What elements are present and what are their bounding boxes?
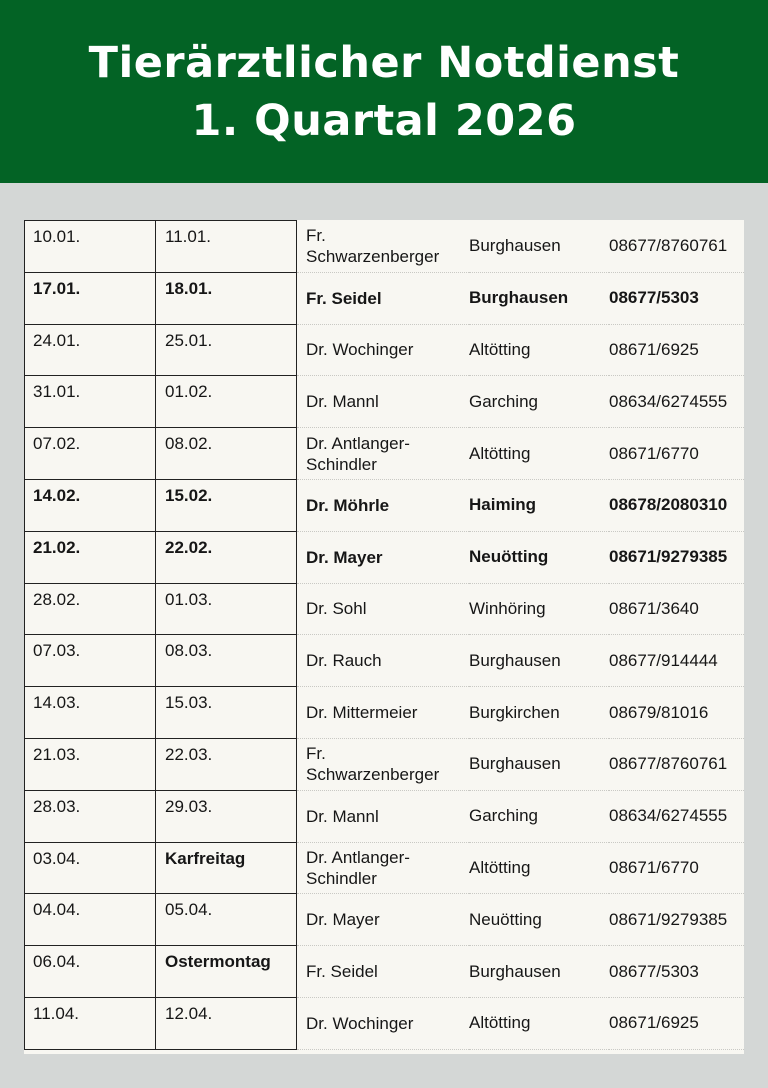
vet-phone: 08677/8760761 (609, 221, 744, 273)
vet-name: Fr. Seidel (297, 946, 470, 998)
date-from-cell (25, 842, 156, 894)
date-from: 07.03. (33, 641, 81, 661)
vet-phone: 08678/2080310 (609, 479, 744, 531)
date-from-cell (25, 946, 156, 998)
date-to-cell (156, 479, 297, 531)
vet-name (297, 738, 470, 790)
vet-phone: 08671/9279385 (609, 894, 744, 946)
vet-name: Dr. Mittermeier (297, 687, 470, 739)
table-row (25, 479, 745, 531)
date-to-cell (156, 272, 297, 324)
date-from: 10.01. (33, 227, 81, 246)
date-from-cell (25, 635, 156, 687)
vet-name-line: Schindler (306, 454, 377, 474)
vet-name-line: Schindler (306, 868, 377, 888)
vet-phone: 08677/5303 (609, 272, 744, 324)
vet-city: Garching (469, 376, 609, 428)
vet-name (297, 221, 470, 273)
date-to: 01.02. (165, 382, 213, 402)
table-row (25, 946, 745, 998)
table-row (25, 324, 745, 376)
vet-city: Neuötting (469, 894, 609, 946)
vet-name-line: Dr. Antlanger- (306, 847, 410, 867)
date-from-cell (25, 738, 156, 790)
vet-phone: 08671/6925 (609, 324, 744, 376)
date-from: 21.03. (33, 744, 81, 764)
date-from-cell (25, 376, 156, 428)
table-row (25, 428, 745, 480)
vet-city: Burghausen (469, 635, 609, 687)
table-row (25, 635, 745, 687)
date-to-cell (156, 842, 297, 894)
date-to: Karfreitag (165, 848, 246, 868)
date-from: 14.03. (33, 693, 81, 713)
table-row (25, 531, 745, 583)
vet-city: Winhöring (469, 583, 609, 635)
vet-name: Dr. Mannl (297, 790, 470, 842)
table-row (25, 687, 745, 739)
vet-name: Dr. Rauch (297, 635, 470, 687)
table-row (25, 738, 745, 790)
date-from: 28.02. (33, 589, 81, 609)
date-to-cell (156, 997, 297, 1049)
vet-city: Garching (469, 790, 609, 842)
vet-city: Burghausen (469, 738, 609, 790)
date-from: 14.02. (33, 485, 81, 505)
date-to-cell (156, 687, 297, 739)
vet-city: Altötting (469, 428, 609, 480)
date-to-cell (156, 635, 297, 687)
vet-phone: 08671/9279385 (609, 531, 744, 583)
vet-city: Altötting (469, 842, 609, 894)
table-row (25, 790, 745, 842)
vet-city: Burghausen (469, 946, 609, 998)
date-to: 18.01. (165, 278, 213, 298)
vet-name-line: Fr. (306, 226, 326, 246)
vet-name: Fr. Seidel (297, 272, 470, 324)
vet-phone: 08671/6925 (609, 997, 744, 1049)
vet-city: Burghausen (469, 221, 609, 273)
date-from: 11.04. (33, 1003, 80, 1023)
date-to-cell (156, 428, 297, 480)
vet-phone: 08671/6770 (609, 842, 744, 894)
date-to-cell (156, 376, 297, 428)
table-row (25, 842, 745, 894)
date-from-cell (25, 687, 156, 739)
vet-phone: 08671/3640 (609, 583, 744, 635)
date-from: 31.01. (33, 382, 81, 402)
schedule-table (24, 220, 744, 1050)
vet-name-line: Dr. Antlanger- (306, 433, 410, 453)
date-from: 24.01. (33, 330, 81, 350)
date-to-cell (156, 221, 297, 273)
date-from-cell (25, 790, 156, 842)
date-to-cell (156, 790, 297, 842)
page-title-line-2: 1. Quartal 2026 (191, 95, 577, 146)
date-to-cell (156, 946, 297, 998)
vet-phone: 08634/6274555 (609, 376, 744, 428)
date-from-cell (25, 324, 156, 376)
date-to: 22.03. (165, 744, 213, 764)
vet-name-line: Fr. (306, 744, 326, 764)
schedule-sheet (24, 220, 744, 1054)
date-from: 17.01. (33, 278, 81, 298)
date-from-cell (25, 997, 156, 1049)
date-to: 29.03. (165, 796, 213, 816)
page-title-line-1: Tierärztlicher Notdienst (88, 37, 680, 88)
vet-phone: 08677/8760761 (609, 738, 744, 790)
vet-phone: 08634/6274555 (609, 790, 744, 842)
date-to: 25.01. (165, 330, 213, 350)
vet-name: Dr. Wochinger (297, 324, 470, 376)
date-from: 03.04. (33, 848, 81, 868)
date-to: 11.01. (165, 227, 212, 246)
date-to: 08.02. (165, 434, 213, 454)
vet-name-line: Schwarzenberger (306, 247, 440, 267)
vet-phone: 08677/914444 (609, 635, 744, 687)
vet-phone: 08671/6770 (609, 428, 744, 480)
vet-name: Dr. Mayer (297, 531, 470, 583)
vet-name: Dr. Sohl (297, 583, 470, 635)
table-row (25, 376, 745, 428)
vet-city: Neuötting (469, 531, 609, 583)
date-from: 04.04. (33, 900, 81, 920)
date-to: Ostermontag (165, 952, 271, 972)
vet-phone: 08677/5303 (609, 946, 744, 998)
date-to: 05.04. (165, 900, 213, 920)
vet-city: Altötting (469, 324, 609, 376)
vet-city: Haiming (469, 479, 609, 531)
date-from: 21.02. (33, 537, 81, 557)
date-to-cell (156, 738, 297, 790)
date-from-cell (25, 479, 156, 531)
date-to: 01.03. (165, 589, 213, 609)
vet-name-line: Schwarzenberger (306, 765, 440, 785)
vet-city: Burghausen (469, 272, 609, 324)
date-to-cell (156, 894, 297, 946)
date-from-cell (25, 583, 156, 635)
date-from: 06.04. (33, 952, 81, 972)
date-from: 07.02. (33, 434, 81, 454)
vet-name: Dr. Möhrle (297, 479, 470, 531)
date-from-cell (25, 272, 156, 324)
table-row (25, 894, 745, 946)
vet-city: Altötting (469, 997, 609, 1049)
header-banner (0, 0, 768, 183)
vet-phone: 08679/81016 (609, 687, 744, 739)
date-to-cell (156, 324, 297, 376)
table-row (25, 221, 745, 273)
vet-name (297, 842, 470, 894)
date-from-cell (25, 894, 156, 946)
vet-name: Dr. Mayer (297, 894, 470, 946)
table-row (25, 583, 745, 635)
date-from-cell (25, 221, 156, 273)
date-from-cell (25, 531, 156, 583)
date-to: 22.02. (165, 537, 213, 557)
date-to: 15.03. (165, 693, 213, 713)
table-row (25, 997, 745, 1049)
date-to: 08.03. (165, 641, 213, 661)
date-to: 12.04. (165, 1003, 213, 1023)
date-from-cell (25, 428, 156, 480)
vet-name (297, 428, 470, 480)
table-row (25, 272, 745, 324)
vet-name: Dr. Mannl (297, 376, 470, 428)
vet-city: Burgkirchen (469, 687, 609, 739)
date-to: 15.02. (165, 485, 213, 505)
date-to-cell (156, 531, 297, 583)
date-to-cell (156, 583, 297, 635)
vet-name: Dr. Wochinger (297, 997, 470, 1049)
date-from: 28.03. (33, 796, 81, 816)
